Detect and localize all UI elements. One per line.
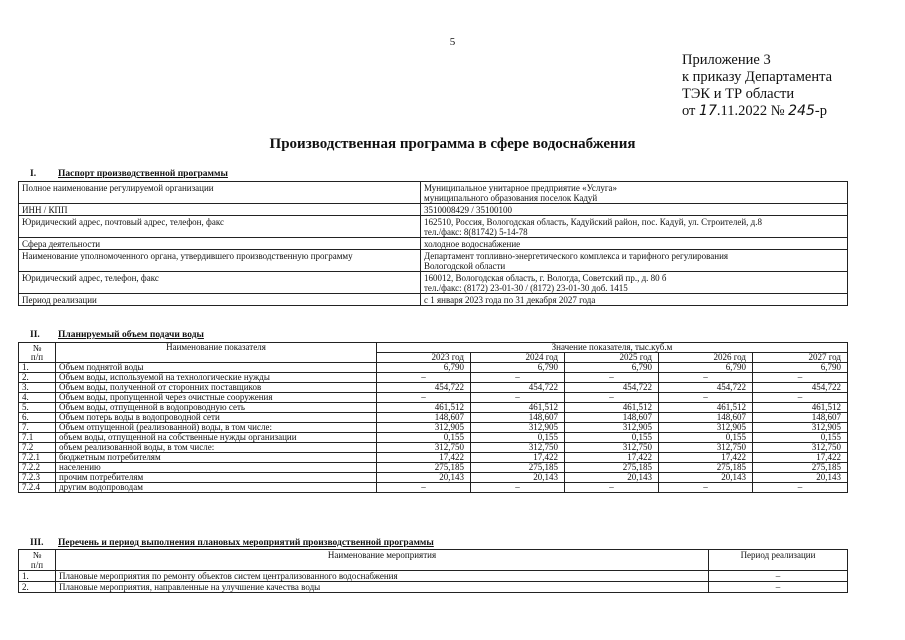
table-row (19, 483, 848, 493)
row-value: 461,512 (565, 403, 659, 413)
header-indicator-name: Наименование показателя (56, 343, 377, 363)
table-row (19, 463, 848, 473)
passport-label: Юридический адрес, телефон, факс (19, 272, 421, 294)
passport-row (19, 182, 848, 204)
row-indicator-name: бюджетным потребителям (56, 453, 377, 463)
row-number: 7.1 (19, 433, 56, 443)
section-1-title: Паспорт производственной программы (58, 169, 228, 179)
section-3-heading (30, 538, 434, 548)
row-number: 5. (19, 403, 56, 413)
event-number: 2. (19, 582, 56, 593)
row-value: – (659, 483, 753, 493)
row-number: 3. (19, 383, 56, 393)
row-value: 312,905 (377, 423, 471, 433)
header-num: № п/п (19, 343, 56, 363)
table-row (19, 403, 848, 413)
passport-value (421, 204, 848, 216)
table-row (19, 383, 848, 393)
row-value: 312,750 (753, 443, 848, 453)
row-value: – (753, 393, 848, 403)
row-indicator-name: объем воды, отпущенной на собственные нужды организации (56, 433, 377, 443)
row-value: 275,185 (565, 463, 659, 473)
row-value: 0,155 (471, 433, 565, 443)
water-volume-table (18, 342, 848, 493)
row-value: 20,143 (753, 473, 848, 483)
row-value: 148,607 (753, 413, 848, 423)
row-value: 312,750 (377, 443, 471, 453)
row-value: 6,790 (753, 363, 848, 373)
row-indicator-name: Объем воды, отпущенной в водопроводную сеть (56, 403, 377, 413)
passport-value (421, 294, 848, 306)
row-value: 148,607 (659, 413, 753, 423)
section-2-title: Планируемый объем подачи воды (58, 330, 204, 340)
row-value: 17,422 (565, 453, 659, 463)
table-row (19, 443, 848, 453)
row-value: – (753, 373, 848, 383)
row-value: 20,143 (377, 473, 471, 483)
passport-label: Наименование уполномоченного органа, утвердившего производственную программу (19, 250, 421, 272)
events-header-period: Период реализации (709, 550, 848, 571)
passport-value-line-1: 162510, Россия, Вологодская область, Кадуйский район, пос. Кадуй, ул. Строителей, д.8 (424, 217, 762, 227)
row-number: 2. (19, 373, 56, 383)
table-row (19, 393, 848, 403)
appendix-line-2: к приказу Департамента (682, 69, 833, 85)
header-year: 2025 год (565, 353, 659, 363)
row-indicator-name: населению (56, 463, 377, 473)
events-table (18, 549, 848, 593)
order-line (682, 103, 832, 120)
row-value: 20,143 (471, 473, 565, 483)
passport-row (19, 250, 848, 272)
row-value: – (471, 373, 565, 383)
order-prefix: от (682, 103, 696, 119)
row-value: 17,422 (753, 453, 848, 463)
row-number: 7.2.1 (19, 453, 56, 463)
passport-value (421, 250, 848, 272)
row-value: – (565, 393, 659, 403)
table-row (19, 373, 848, 383)
header-values: Значение показателя, тыс.куб.м (377, 343, 848, 353)
row-value: 0,155 (659, 433, 753, 443)
row-value: – (377, 393, 471, 403)
events-row (19, 582, 848, 593)
section-3-number: III. (30, 538, 44, 548)
row-number: 1. (19, 363, 56, 373)
order-suffix: -р (814, 103, 827, 119)
row-value: 454,722 (471, 383, 565, 393)
row-value: 461,512 (471, 403, 565, 413)
event-period: – (709, 571, 848, 582)
event-period: – (709, 582, 848, 593)
row-value: 454,722 (377, 383, 471, 393)
row-indicator-name: Объем отпущенной (реализованной) воды, в том числе: (56, 423, 377, 433)
row-value: 0,155 (377, 433, 471, 443)
row-indicator-name: Объем поднятой воды (56, 363, 377, 373)
appendix-block (682, 52, 832, 120)
passport-value (421, 216, 848, 238)
passport-value (421, 238, 848, 250)
header-year: 2027 год (753, 353, 848, 363)
passport-row (19, 272, 848, 294)
row-value: 20,143 (565, 473, 659, 483)
row-value: 275,185 (471, 463, 565, 473)
appendix-line-3: ТЭК и ТР области (682, 86, 795, 102)
row-value: 454,722 (753, 383, 848, 393)
row-value: – (659, 393, 753, 403)
row-value: – (471, 483, 565, 493)
row-value: 275,185 (753, 463, 848, 473)
row-value: 312,905 (565, 423, 659, 433)
row-indicator-name: Объем воды, полученной от сторонних поставщиков (56, 383, 377, 393)
passport-row (19, 216, 848, 238)
row-value: 454,722 (659, 383, 753, 393)
row-value: 312,750 (659, 443, 753, 453)
row-value: 17,422 (659, 453, 753, 463)
passport-label: Юридический адрес, почтовый адрес, телефон, факс (19, 216, 421, 238)
header-year: 2026 год (659, 353, 753, 363)
row-value: 0,155 (565, 433, 659, 443)
event-name: Плановые мероприятия по ремонту объектов систем централизованного водоснабжения (56, 571, 709, 582)
row-value: 312,905 (471, 423, 565, 433)
table-row (19, 423, 848, 433)
row-value: 461,512 (377, 403, 471, 413)
row-value: 148,607 (565, 413, 659, 423)
row-indicator-name: Объем воды, используемой на технологические нужды (56, 373, 377, 383)
passport-row (19, 204, 848, 216)
row-value: 148,607 (471, 413, 565, 423)
row-value: 454,722 (565, 383, 659, 393)
section-2-heading (30, 330, 204, 340)
row-value: 17,422 (471, 453, 565, 463)
table-row (19, 473, 848, 483)
row-value: 461,512 (753, 403, 848, 413)
event-number: 1. (19, 571, 56, 582)
events-row (19, 571, 848, 582)
row-indicator-name: другим водопроводам (56, 483, 377, 493)
row-number: 7.2 (19, 443, 56, 453)
row-value: 275,185 (659, 463, 753, 473)
section-3-title: Перечень и период выполнения плановых мероприятий производственной программы (58, 538, 434, 548)
page-number: 5 (449, 36, 456, 48)
section-2-number: II. (30, 330, 40, 340)
passport-label: Период реализации (19, 294, 421, 306)
row-number: 4. (19, 393, 56, 403)
passport-value-line-2: тел./факс: 8(81742) 5-14-78 (424, 227, 528, 237)
row-value: – (565, 483, 659, 493)
row-number: 7.2.2 (19, 463, 56, 473)
row-value: – (377, 483, 471, 493)
passport-value (421, 272, 848, 294)
row-value: 6,790 (659, 363, 753, 373)
table-row (19, 453, 848, 463)
table-row (19, 363, 848, 373)
passport-value-line-1: 160012, Вологодская область, г. Вологда, Советский пр., д. 80 б (424, 273, 667, 283)
appendix-line-1: Приложение 3 (682, 52, 771, 68)
row-value: 17,422 (377, 453, 471, 463)
passport-label: Полное наименование регулируемой организации (19, 182, 421, 204)
row-value: 20,143 (659, 473, 753, 483)
row-value: 6,790 (471, 363, 565, 373)
row-value: 0,155 (753, 433, 848, 443)
row-indicator-name: объем реализованной воды, в том числе: (56, 443, 377, 453)
row-number: 7.2.3 (19, 473, 56, 483)
event-name: Плановые мероприятия, направленные на улучшение качества воды (56, 582, 709, 593)
passport-table (18, 181, 848, 306)
order-day-handwritten: 17 (699, 103, 717, 119)
table-row (19, 433, 848, 443)
passport-label: ИНН / КПП (19, 204, 421, 216)
passport-row (19, 294, 848, 306)
events-header-num: № п/п (19, 550, 56, 571)
order-number-handwritten: 245 (788, 103, 815, 119)
section-1-heading (30, 169, 228, 179)
row-value: – (753, 483, 848, 493)
passport-row (19, 238, 848, 250)
passport-value-line-2: Вологодской области (424, 261, 506, 271)
events-header-name: Наименование мероприятия (56, 550, 709, 571)
row-value: 312,750 (565, 443, 659, 453)
row-indicator-name: прочим потребителям (56, 473, 377, 483)
row-value: 6,790 (377, 363, 471, 373)
passport-value-line-1: с 1 января 2023 года по 31 декабря 2027 года (424, 295, 596, 305)
passport-value-line-2: муниципального образования поселок Кадуй (424, 193, 598, 203)
row-value: – (565, 373, 659, 383)
row-indicator-name: Объем воды, пропущенной через очистные сооружения (56, 393, 377, 403)
passport-value-line-1: Департамент топливно-энергетического комплекса и тарифного регулирования (424, 251, 729, 261)
passport-value-line-1: 3510008429 / 35100100 (424, 205, 513, 215)
document-title: Производственная программа в сфере водоснабжения (269, 136, 636, 152)
row-number: 6. (19, 413, 56, 423)
row-indicator-name: Объем потерь воды в водопроводной сети (56, 413, 377, 423)
row-value: 312,750 (471, 443, 565, 453)
row-value: – (659, 373, 753, 383)
row-value: 148,607 (377, 413, 471, 423)
order-date-rest: .11.2022 № (716, 103, 785, 119)
row-value: 6,790 (565, 363, 659, 373)
row-value: 461,512 (659, 403, 753, 413)
header-year: 2024 год (471, 353, 565, 363)
row-value: – (377, 373, 471, 383)
passport-value-line-1: Муниципальное унитарное предприятие «Услуга» (424, 183, 618, 193)
row-value: – (471, 393, 565, 403)
passport-label: Сфера деятельности (19, 238, 421, 250)
row-value: 275,185 (377, 463, 471, 473)
header-year: 2023 год (377, 353, 471, 363)
section-1-number: I. (30, 169, 37, 179)
row-number: 7. (19, 423, 56, 433)
table-row (19, 413, 848, 423)
row-value: 312,905 (659, 423, 753, 433)
passport-value-line-1: холодное водоснабжение (424, 239, 521, 249)
passport-value (421, 182, 848, 204)
passport-value-line-2: тел./факс: (8172) 23-01-30 / (8172) 23-01-30 доб. 1415 (424, 283, 628, 293)
row-value: 312,905 (753, 423, 848, 433)
row-number: 7.2.4 (19, 483, 56, 493)
